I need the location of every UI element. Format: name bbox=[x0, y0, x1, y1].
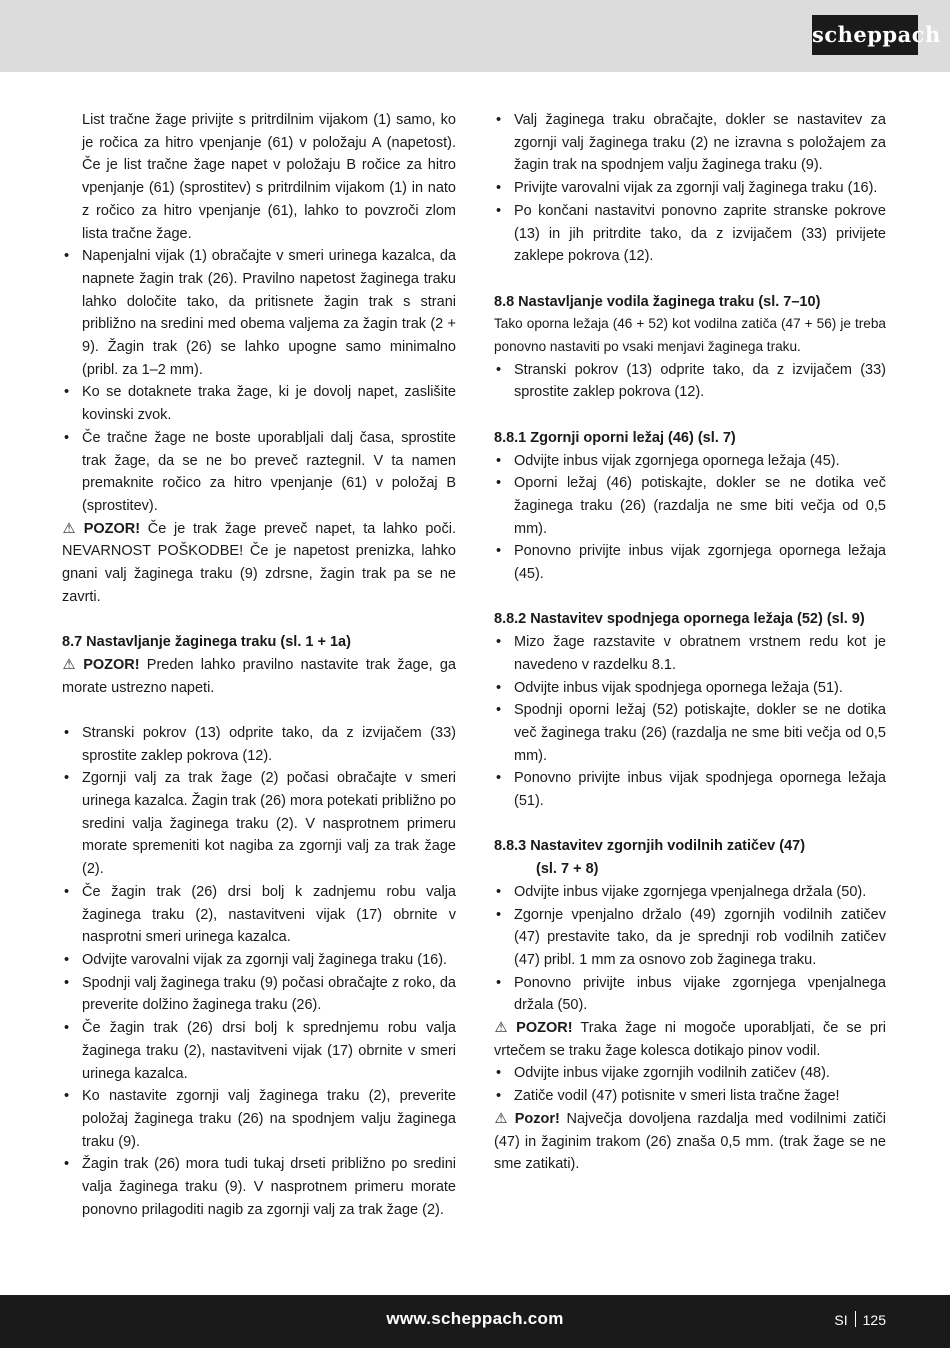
page-number: 125 bbox=[862, 1312, 886, 1328]
section-heading: 8.8.2 Nastavitev spodnjega opornega ležaja (52) (sl. 9) bbox=[494, 611, 865, 628]
list-item: • Napenjalni vijak (1) obračajte v smeri urinega kazalca, da napnete žagin trak (26). Pravilno napetost žaginega traku lahko določite tako, da pritisnete žagin trak s strani približno na sredini med obema valjema za žagin trak (2 + 9). Žagin trak (26) se lahko upogne samo minimalno (pribl. za 1–2 mm). bbox=[62, 245, 456, 381]
list-item: • Če žagin trak (26) drsi bolj k sprednjemu robu valja žaginega traku (2), nastavitveni vijak (17) obrnite v smeri urinega kazalca. bbox=[62, 1017, 456, 1085]
warning-label: POZOR! bbox=[516, 1020, 573, 1037]
warning-label: POZOR! bbox=[83, 520, 141, 537]
warning-triangle-icon: ⚠ bbox=[494, 1110, 508, 1127]
warning-text: Preden lahko pravilno nastavite trak žage, ga morate ustrezno napeti. bbox=[62, 656, 456, 696]
section-heading-continued: (sl. 7 + 8) bbox=[536, 861, 599, 878]
list-item: • Privijte varovalni vijak za zgornji valj žaginega traku (16). bbox=[494, 177, 886, 200]
warning-label: Pozor! bbox=[514, 1110, 560, 1127]
divider bbox=[855, 1311, 856, 1327]
warning-text: Največja dovoljena razdalja med vodilnimi zatiči (47) in žaginim trakom (26) znaša 0,5 mm. (trak žage se ne sme zatikati). bbox=[494, 1110, 886, 1173]
list-item: • Ko nastavite zgornji valj žaginega traku (2), preverite položaj žaginega traku (26) na spodnjem valju žaginega traku (9). bbox=[62, 1085, 456, 1153]
section-heading: 8.8 Nastavljanje vodila žaginega traku (sl. 7–10) bbox=[494, 293, 821, 310]
warning-paragraph bbox=[494, 1108, 886, 1176]
section-heading: 8.7 Nastavljanje žaginega traku (sl. 1 + 1a) bbox=[62, 634, 351, 651]
warning-triangle-icon: ⚠ bbox=[494, 1020, 508, 1037]
list-item: • Zgornji valj za trak žage (2) počasi obračajte v smeri urinega kazalca. Žagin trak (26) mora potekati približno po sredini valja žaginega traku (2). V nasprotnem primeru morate spremeniti kot nagiba za zgornji valj za trak žage (2). bbox=[62, 767, 456, 881]
list-item: • Žagin trak (26) mora tudi tukaj drseti približno po sredini valja žaginega traku (9). V nasprotnem primeru morate ponovno prilagoditi nagib za zgornji valj za trak žage (2). bbox=[62, 1153, 456, 1221]
list-item: • Mizo žage razstavite v obratnem vrstnem redu kot je navedeno v razdelku 8.1. bbox=[494, 631, 886, 676]
warning-paragraph bbox=[62, 654, 456, 699]
list-item: • Odvijte inbus vijake zgornjega vpenjalnega držala (50). bbox=[494, 881, 886, 904]
page-footer bbox=[0, 1295, 950, 1348]
paragraph: Tako oporna ležaja (46 + 52) kot vodilna zatiča (47 + 56) je treba ponovno nastaviti po vsaki menjavi žaginega traku. bbox=[494, 316, 886, 355]
warning-triangle-icon: ⚠ bbox=[62, 520, 76, 537]
warning-triangle-icon: ⚠ bbox=[62, 656, 76, 673]
list-item: • Ko se dotaknete traka žage, ki je dovolj napet, zaslišite kovinski zvok. bbox=[62, 381, 456, 426]
list-item: • Odvijte inbus vijake zgornjih vodilnih zatičev (48). bbox=[494, 1062, 886, 1085]
list-item: • Po končani nastavitvi ponovno zaprite stranske pokrove (13) in jih pritrdite tako, da z izvijačem (33) privijete zaklepe pokrova (12). bbox=[494, 200, 886, 268]
right-column bbox=[494, 109, 886, 1176]
list-item: • Če tračne žage ne boste uporabljali dalj časa, sprostite trak žage, da se ne bo preveč raztegnil. V ta namen premaknite ročico za hitro vpenjanje (61) v položaj B (sprostitev). bbox=[62, 427, 456, 518]
list-item: • Spodnji oporni ležaj (52) potiskajte, dokler se ne dotika več žaginega traku (26) (razdalja ne sme biti večja od 0,5 mm). bbox=[494, 699, 886, 767]
list-item: • Stranski pokrov (13) odprite tako, da z izvijačem (33) sprostite zaklep pokrova (12). bbox=[62, 722, 456, 767]
page-indicator bbox=[834, 1311, 886, 1328]
left-column bbox=[62, 109, 456, 1221]
list-item: • Ponovno privijte inbus vijak spodnjega opornega ležaja (51). bbox=[494, 767, 886, 812]
list-item: • Spodnji valj žaginega traku (9) počasi obračajte z roko, da preverite dolžino žaginega traku (26). bbox=[62, 972, 456, 1017]
warning-text: Če je trak žage preveč napet, ta lahko poči. NEVARNOST POŠKODBE! Če je napetost prenizka, lahko gnani valj žaginega traku (9) zdrsne, žagin trak pa se ne zavrti. bbox=[62, 520, 456, 605]
list-item: • Ponovno privijte inbus vijak zgornjega opornega ležaja (45). bbox=[494, 540, 886, 585]
warning-paragraph bbox=[494, 1017, 886, 1062]
website-link[interactable]: www.scheppach.com bbox=[386, 1309, 564, 1328]
list-item: • Odvijte inbus vijak spodnjega opornega ležaja (51). bbox=[494, 677, 886, 700]
list-item: • Zgornje vpenjalno držalo (49) zgornjih vodilnih zatičev (47) prestavite tako, da je sprednji rob vodilnih zatičev (47) pribl. 1 mm za osnovo zob žaginega traku. bbox=[494, 904, 886, 972]
warning-paragraph bbox=[62, 518, 456, 609]
list-item: • Zatiče vodil (47) potisnite v smeri lista tračne žage! bbox=[494, 1085, 886, 1108]
language-code: SI bbox=[834, 1312, 848, 1328]
section-heading: 8.8.3 Nastavitev zgornjih vodilnih zatičev (47) bbox=[494, 838, 806, 855]
scheppach-logo: scheppach bbox=[812, 15, 918, 55]
page-header bbox=[0, 0, 950, 72]
warning-label: POZOR! bbox=[83, 656, 140, 673]
list-item: • Ponovno privijte inbus vijake zgornjega vpenjalnega držala (50). bbox=[494, 972, 886, 1017]
warning-text: Traka žage ni mogoče uporabljati, če se pri vrtečem se traku žage kolesca dotikajo pinov vodil. bbox=[494, 1020, 887, 1059]
section-heading: 8.8.1 Zgornji oporni ležaj (46) (sl. 7) bbox=[494, 429, 736, 446]
list-item: • Stranski pokrov (13) odprite tako, da z izvijačem (33) sprostite zaklep pokrova (12). bbox=[494, 359, 886, 404]
list-item: • Valj žaginega traku obračajte, dokler se nastavitev za zgornji valj žaginega traku (2) ne izravna s položajem za žagin trak na spodnjem valju žaginega traku (9). bbox=[494, 109, 886, 177]
paragraph: List tračne žage privijte s pritrdilnim vijakom (1) samo, ko je ročica za hitro vpenjanje (61) v položaju A (napetost). Če je list tračne žage napet v položaju B ročice za hitro vpenjanje (61) (sprostitev) s pritrdilnim vijakom (1) in nato z ročico za hitro vpenjanje (61), lahko to povzroči zlom lista tračne žage. bbox=[82, 112, 456, 242]
list-item: • Če žagin trak (26) drsi bolj k zadnjemu robu valja žaginega traku (2), nastavitveni vijak (17) obrnite v nasprotni smeri urinega kazalca. bbox=[62, 881, 456, 949]
list-item: • Oporni ležaj (46) potiskajte, dokler se ne dotika več žaginega traku (26) (razdalja ne sme biti večja od 0,5 mm). bbox=[494, 472, 886, 540]
list-item: • Odvijte varovalni vijak za zgornji valj žaginega traku (16). bbox=[62, 949, 456, 972]
list-item: • Odvijte inbus vijak zgornjega opornega ležaja (45). bbox=[494, 450, 886, 473]
